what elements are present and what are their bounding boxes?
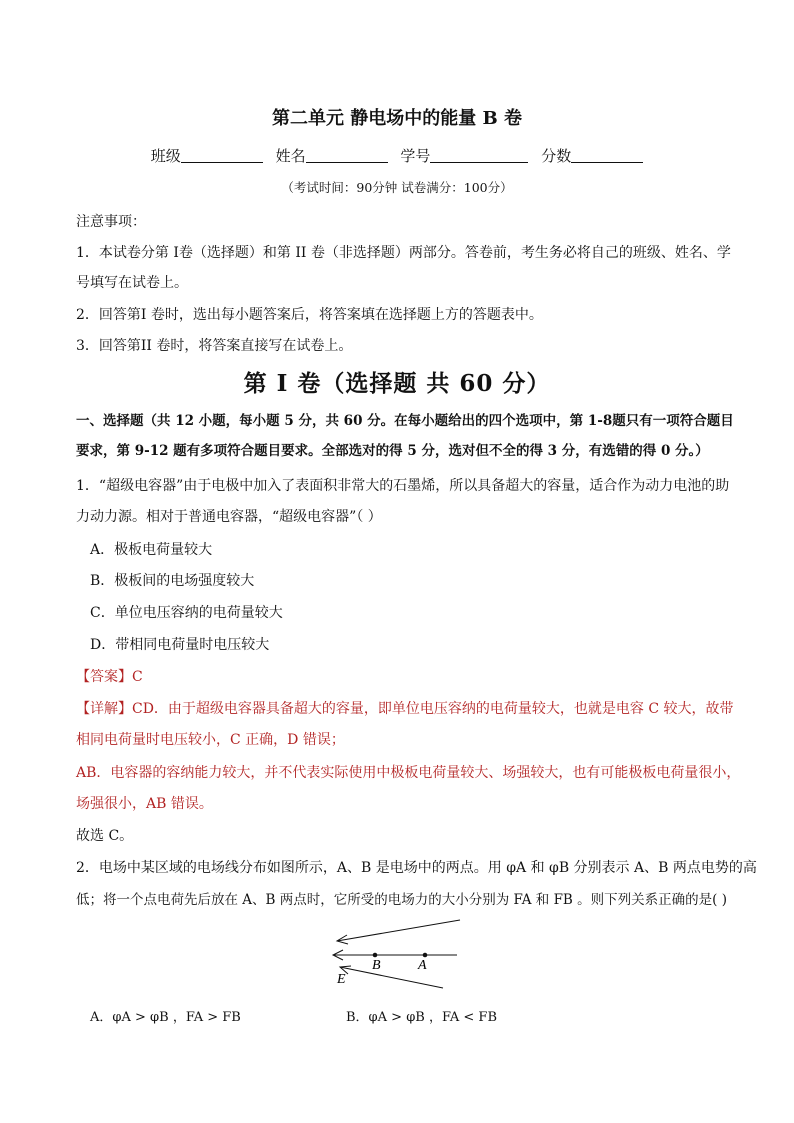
- q1-detail-line-3: AB．电容器的容纳能力较大，并不代表实际使用中极板电荷量较大、场强较大，也有可能极板电荷量很小，: [76, 765, 741, 781]
- q1-detail-line-2: 相同电荷量时电压较小，C 正确，D 错误；: [76, 732, 345, 748]
- point-b-label: B: [372, 958, 381, 973]
- exam-meta: （考试时间：90分钟 试卷满分：100分）: [281, 180, 513, 195]
- note-2: 2．回答第I 卷时，选出每小题答案后，将答案填在选择题上方的答题表中。: [76, 307, 543, 323]
- note-1-line-2: 号填写在试卷上。: [76, 275, 188, 291]
- q1-option-b[interactable]: B．极板间的电场强度较大: [90, 573, 255, 589]
- section-intro-line-2: 要求，第 9-12 题有多项符合题目要求。全部选对的得 5 分，选对但不全的得 3 分，有选错的得 0 分。）: [76, 443, 709, 459]
- score-blank[interactable]: [571, 148, 643, 163]
- field-e-label: E: [337, 972, 346, 987]
- q1-option-d[interactable]: D．带相同电荷量时电压较大: [90, 637, 270, 653]
- page-title: 第二单元 静电场中的能量 B 卷: [271, 108, 522, 129]
- section-title: 第 I 卷（选择题 共 60 分）: [243, 370, 551, 397]
- field-line-top: [337, 920, 460, 941]
- q1-conclusion: 故选 C。: [76, 828, 134, 844]
- q1-option-c[interactable]: C．单位电压容纳的电荷量较大: [90, 605, 283, 621]
- point-a-marker: [423, 953, 428, 958]
- q1-detail-line-1: 【详解】CD．由于超级电容器具备超大的容量，即单位电压容纳的电荷量较大，也就是电容 C 较大，故带: [76, 701, 734, 717]
- name-label: 姓名: [275, 147, 306, 165]
- student-info-row: [0, 145, 794, 166]
- class-blank[interactable]: [181, 148, 263, 163]
- score-label: 分数: [541, 147, 572, 165]
- q2-option-a[interactable]: A．φA > φB ，FA > FB: [90, 1010, 241, 1025]
- electric-field-diagram: [325, 915, 475, 995]
- id-label: 学号: [400, 147, 431, 165]
- point-a-label: A: [418, 958, 427, 973]
- field-line-bottom: [340, 967, 443, 988]
- q1-option-a[interactable]: A．极板电荷量较大: [90, 542, 213, 558]
- section-intro-line-1: 一、选择题（共 12 小题，每小题 5 分，共 60 分。在每小题给出的四个选项中，第 1-8题只有一项符合题目: [76, 413, 734, 429]
- notes-heading: 注意事项：: [76, 214, 146, 230]
- id-blank[interactable]: [430, 148, 528, 163]
- note-1-line-1: 1．本试卷分第 I卷（选择题）和第 II 卷（非选择题）两部分。答卷前，考生务必将自己的班级、姓名、学: [76, 245, 731, 261]
- note-3: 3．回答第II 卷时，将答案直接写在试卷上。: [76, 338, 353, 354]
- q1-answer: 【答案】C: [76, 669, 143, 685]
- q2-stem-line-2: 低；将一个点电荷先后放在 A、B 两点时，它所受的电场力的大小分别为 FA 和 FB 。则下列关系正确的是( ): [76, 892, 727, 908]
- q1-detail-line-4: 场强很小，AB 错误。: [76, 796, 213, 812]
- class-label: 班级: [150, 147, 181, 165]
- q1-stem-line-1: 1．“超级电容器”由于电极中加入了表面积非常大的石墨烯，所以具备超大的容量，适合作为动力电池的助: [76, 478, 730, 494]
- q2-option-b[interactable]: B．φA > φB ，FA < FB: [346, 1010, 497, 1025]
- name-blank[interactable]: [306, 148, 388, 163]
- point-b-marker: [373, 953, 378, 958]
- q2-stem-line-1: 2．电场中某区域的电场线分布如图所示，A、B 是电场中的两点。用 φA 和 φB 分别表示 A、B 两点电势的高: [76, 860, 757, 876]
- q1-stem-line-2: 力动力源。相对于普通电容器，“超级电容器”（ ）: [76, 509, 382, 525]
